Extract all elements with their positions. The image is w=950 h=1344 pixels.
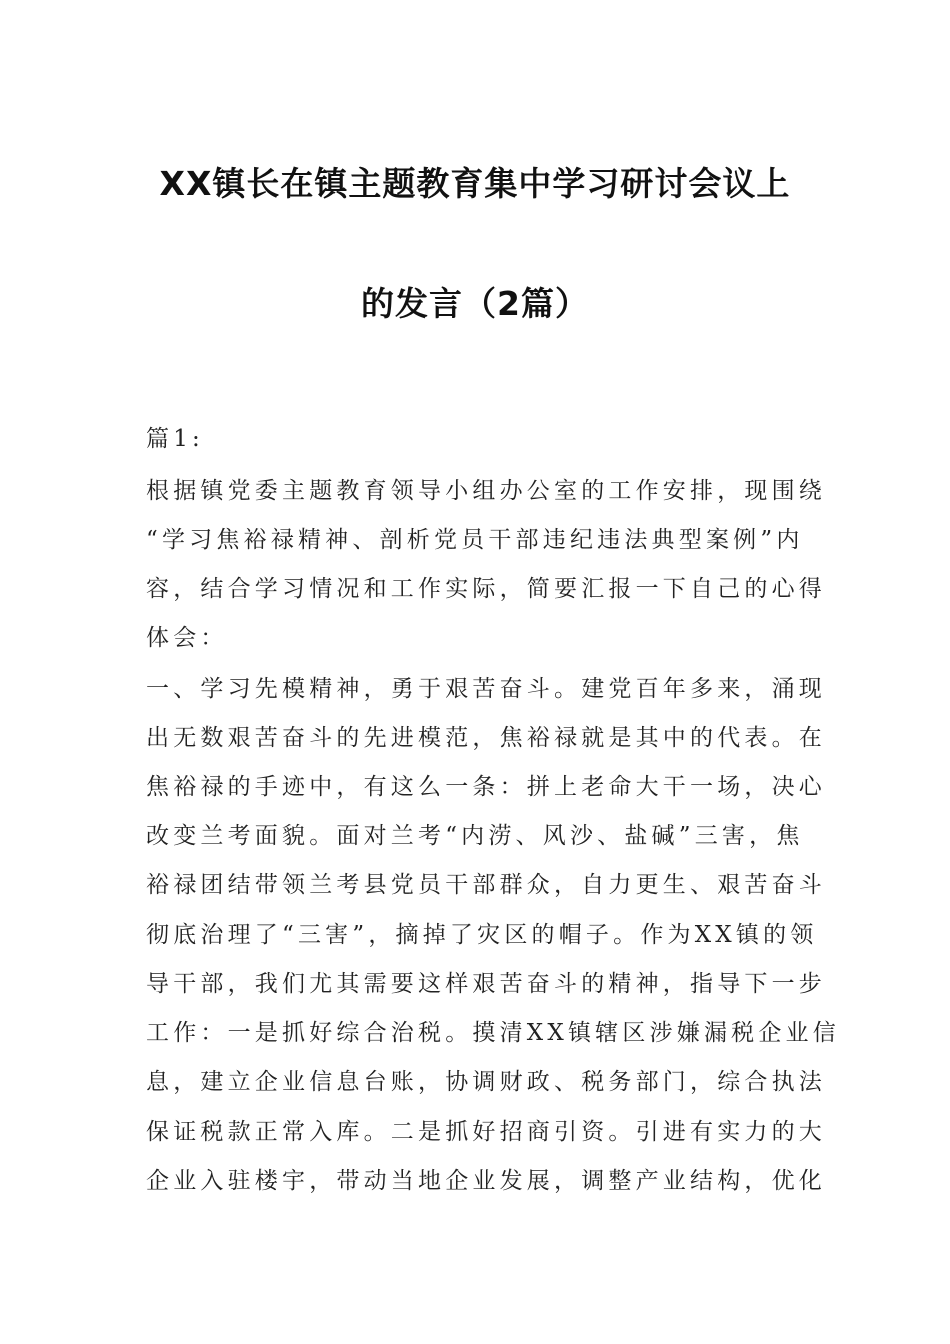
paragraph-line: 导干部，我们尤其需要这样艰苦奋斗的精神，指导下一步 xyxy=(146,971,826,997)
paragraph-line: 体会： xyxy=(146,625,228,651)
section-label: 篇1: xyxy=(146,426,204,452)
paragraph-line: 企业入驻楼宇，带动当地企业发展，调整产业结构，优化 xyxy=(146,1168,826,1194)
document-title-line-2: 的发言（2篇） xyxy=(361,284,589,323)
paragraph-line: 裕禄团结带领兰考县党员干部群众，自力更生、艰苦奋斗 xyxy=(146,872,826,898)
paragraph-line: 焦裕禄的手迹中，有这么一条：拼上老命大干一场，决心 xyxy=(146,774,826,800)
paragraph-line: 容，结合学习情况和工作实际，简要汇报一下自己的心得 xyxy=(146,576,826,602)
paragraph-line: 出无数艰苦奋斗的先进模范，焦裕禄就是其中的代表。在 xyxy=(146,725,826,751)
paragraph-line: 根据镇党委主题教育领导小组办公室的工作安排，现围绕 xyxy=(146,478,826,504)
paragraph-line: 一、学习先模精神，勇于艰苦奋斗。建党百年多来，涌现 xyxy=(146,676,826,702)
paragraph-line: 改变兰考面貌。面对兰考“内涝、风沙、盐碱”三害，焦 xyxy=(146,823,804,849)
paragraph-line: 息，建立企业信息台账，协调财政、税务部门，综合执法 xyxy=(146,1069,826,1095)
paragraph-line: 工作：一是抓好综合治税。摸清XX镇辖区涉嫌漏税企业信 xyxy=(146,1020,840,1046)
paragraph-line: 保证税款正常入库。二是抓好招商引资。引进有实力的大 xyxy=(146,1119,826,1145)
document-title-line-1: XX镇长在镇主题教育集中学习研讨会议上 xyxy=(159,164,791,203)
paragraph-line: “学习焦裕禄精神、剖析党员干部违纪违法典型案例”内 xyxy=(146,527,804,553)
paragraph-line: 彻底治理了“三害”，摘掉了灾区的帽子。作为XX镇的领 xyxy=(146,922,818,948)
